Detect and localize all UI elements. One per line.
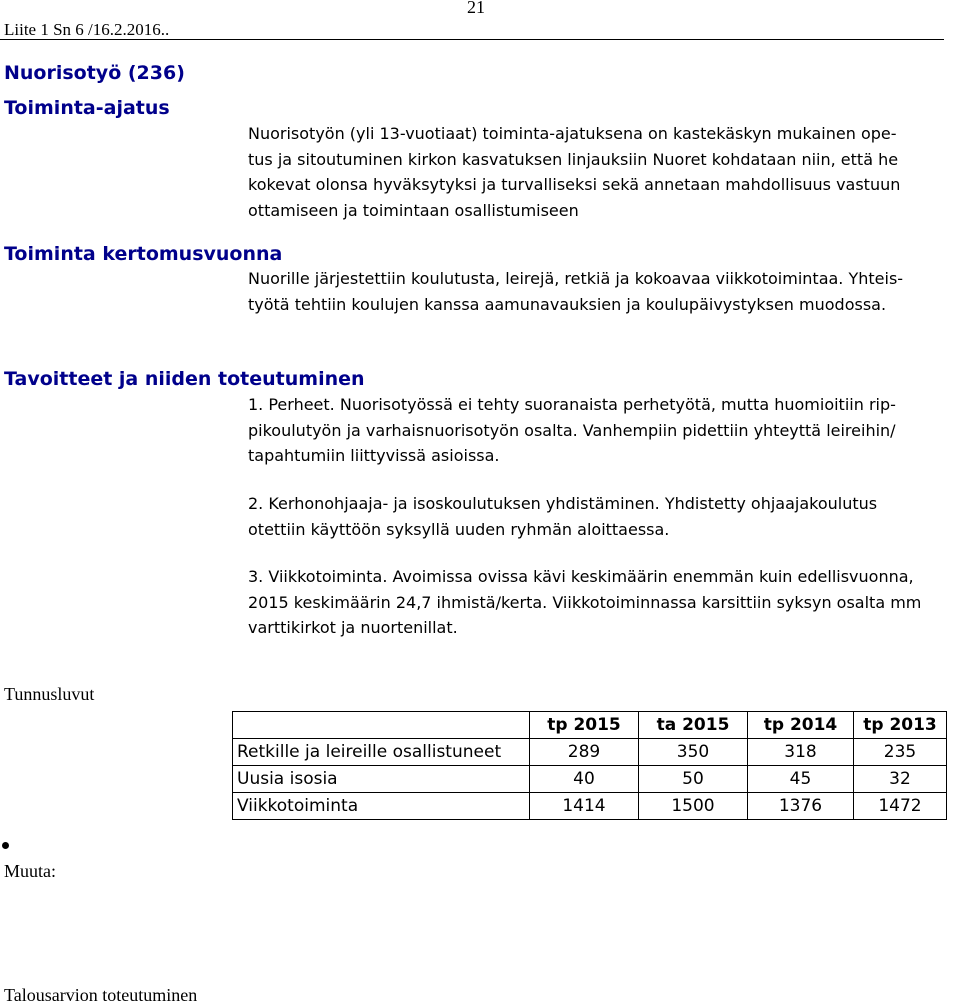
row-label: Uusia isosia <box>233 766 530 793</box>
muuta-heading: Muuta: <box>4 861 56 881</box>
table-cell: 1472 <box>854 793 947 820</box>
text-line: varttikirkot ja nuortenillat. <box>248 618 458 637</box>
tunnusluvut-heading: Tunnusluvut <box>4 684 95 704</box>
tavoite-2 <box>248 491 877 542</box>
table-cell: 50 <box>639 766 748 793</box>
bullet-icon <box>2 842 9 849</box>
tavoite-1 <box>248 392 896 469</box>
column-header: ta 2015 <box>639 712 748 739</box>
text-line: kokevat olonsa hyväksytyksi ja turvalliseksi sekä annetaan mahdollisuus vastuun <box>248 175 901 194</box>
table-row <box>233 766 947 793</box>
column-header: tp 2013 <box>854 712 947 739</box>
toiminta-ajatus-text <box>248 121 900 223</box>
table-cell: 235 <box>854 739 947 766</box>
table-cell: 45 <box>748 766 854 793</box>
table-cell: 350 <box>639 739 748 766</box>
text-line: Nuorisotyön (yli 13-vuotiaat) toiminta-ajatuksena on kastekäskyn mukainen ope- <box>248 124 897 143</box>
tavoitteet-heading: Tavoitteet ja niiden toteutuminen <box>4 368 365 390</box>
table-row <box>233 793 947 820</box>
text-line: otettiin käyttöön syksyllä uuden ryhmän aloittaessa. <box>248 519 670 539</box>
column-header: tp 2015 <box>530 712 639 739</box>
text-line: Nuorille järjestettiin koulutusta, leirejä, retkiä ja kokoavaa viikkotoimintaa. Yhteis- <box>248 269 904 288</box>
table-cell: 40 <box>530 766 639 793</box>
toiminta-kertomusvuonna-text <box>248 266 903 317</box>
table-cell: 1500 <box>639 793 748 820</box>
text-line: 3. Viikkotoiminta. Avoimissa ovissa kävi keskimäärin enemmän kuin edellisvuonna, <box>248 567 914 586</box>
header-left: Liite 1 Sn 6 /16.2.2016.. <box>4 20 170 39</box>
text-line: pikoulutyön ja varhaisnuorisotyön osalta. Vanhempiin pidettiin yhteyttä leireihin/ <box>248 420 896 440</box>
table-cell: 318 <box>748 739 854 766</box>
row-label: Viikkotoiminta <box>233 793 530 820</box>
section-title: Nuorisotyö (236) <box>4 62 185 84</box>
text-line: ottamiseen ja toimintaan osallistumiseen <box>248 200 579 220</box>
text-line: tus ja sitoutuminen kirkon kasvatuksen linjauksiin Nuoret kohdataan niin, että he <box>248 149 899 169</box>
header-rule <box>0 39 944 40</box>
talousarvio-heading: Talousarvion toteutuminen <box>4 985 198 1005</box>
row-label: Retkille ja leireille osallistuneet <box>233 739 530 766</box>
table-header-row <box>233 712 947 739</box>
table-cell: 289 <box>530 739 639 766</box>
table-cell: 1376 <box>748 793 854 820</box>
text-line: työtä tehtiin koulujen kanssa aamunavauksien ja koulupäivystyksen muodossa. <box>248 294 887 314</box>
toiminta-kertomusvuonna-heading: Toiminta kertomusvuonna <box>4 243 283 265</box>
text-line: 2015 keskimäärin 24,7 ihmistä/kerta. Viikkotoiminnassa karsittiin syksyn osalta mm <box>248 592 922 612</box>
toiminta-ajatus-heading: Toiminta-ajatus <box>4 97 170 119</box>
column-header: tp 2014 <box>748 712 854 739</box>
text-line: tapahtumiin liittyvissä asioissa. <box>248 446 500 465</box>
text-line: 1. Perheet. Nuorisotyössä ei tehty suoranaista perhetyötä, mutta huomioitiin rip- <box>248 395 896 414</box>
text-line: 2. Kerhonohjaaja- ja isoskoulutuksen yhdistäminen. Yhdistetty ohjaajakoulutus <box>248 494 878 513</box>
table-row <box>233 739 947 766</box>
column-header <box>233 712 530 739</box>
page-number: 21 <box>467 0 485 17</box>
table-cell: 1414 <box>530 793 639 820</box>
table-cell: 32 <box>854 766 947 793</box>
tavoite-3 <box>248 564 921 641</box>
tunnusluvut-table <box>232 711 947 820</box>
